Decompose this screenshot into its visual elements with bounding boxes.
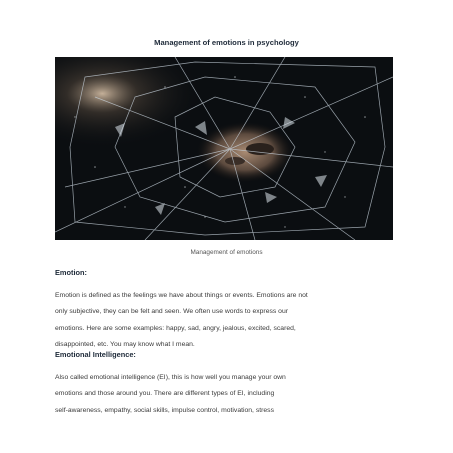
figure-caption: Management of emotions — [190, 249, 263, 256]
paragraph-line: Also called emotional intelligence (EI), this is how well you manage your own — [55, 374, 286, 381]
section-paragraph-emotion — [55, 288, 405, 353]
shattered-glass-face-image — [55, 57, 393, 240]
shattered-glass-face-icon — [55, 57, 393, 240]
section-heading-emotional-intelligence: Emotional Intelligence: — [55, 350, 136, 359]
paragraph-line: emotions. Here are some examples: happy, sad, angry, jealous, excited, scared, — [55, 324, 296, 332]
section-heading-emotion: Emotion: — [55, 268, 88, 277]
paragraph-line: emotions and those around you. There are different types of EI, including — [55, 390, 275, 398]
document-title: Management of emotions in psychology — [154, 38, 299, 47]
paragraph-line: Emotion is defined as the feelings we have about things or events. Emotions are not — [55, 292, 308, 299]
section-paragraph-emotional-intelligence — [55, 370, 405, 419]
paragraph-line: self-awareness, empathy, social skills, impulse control, motivation, stress — [55, 406, 274, 414]
paragraph-line: disappointed, etc. You may know what I mean. — [55, 340, 195, 348]
paragraph-line: only subjective, they can be felt and seen. We often use words to express our — [55, 308, 288, 316]
